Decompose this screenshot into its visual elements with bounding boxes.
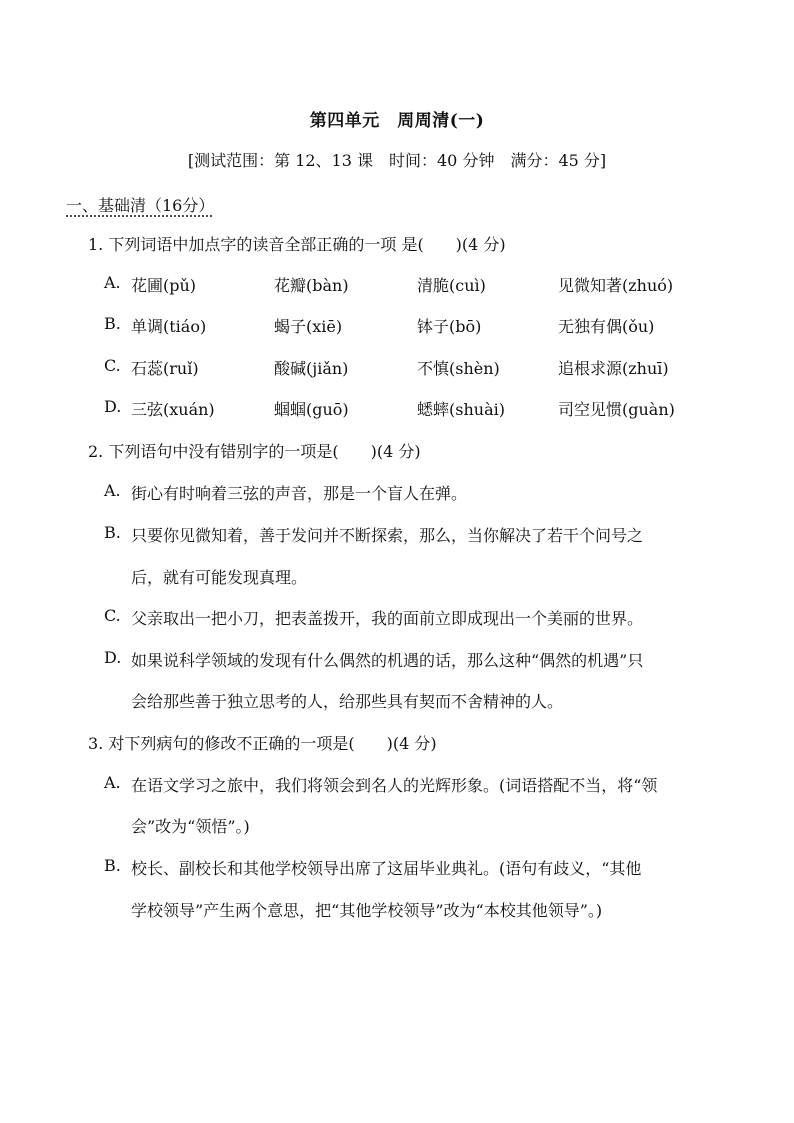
question-1-stem: 1. 下列词语中加点字的读音全部正确的一项 是( )(4 分): [88, 235, 506, 254]
q3-option-a-letter: A.: [104, 773, 121, 792]
q3-option-a-text: 在语文学习之旅中，我们将领会到名人的光辉形象。(词语搭配不当，将“领: [131, 776, 658, 795]
q2-option-a-text: 街心有时响着三弦的声音，那是一个盲人在弹。: [131, 484, 468, 503]
test-scope: [测试范围：第 12、13 课 时间：40 分钟 满分：45 分]: [187, 151, 607, 170]
q2-option-d-letter: D.: [104, 648, 122, 667]
q1-option-d-letter: D.: [104, 397, 122, 416]
q1-option-b-word: 蝎子(xiē): [274, 317, 343, 336]
q1-option-a-word: 花瓣(bàn): [274, 276, 349, 295]
page-title: 第四单元 周周清(一): [309, 111, 485, 131]
q1-option-b-word: 单调(tiáo): [131, 317, 207, 336]
q1-option-d-word: 蟋蟀(shuài): [417, 400, 505, 419]
q2-option-d-text: 如果说科学领域的发现有什么偶然的机遇的话，那么这种“偶然的机遇”只: [131, 651, 644, 670]
q1-option-c-word: 不慎(shèn): [417, 359, 500, 378]
q1-option-c-letter: C.: [104, 356, 121, 375]
q1-option-c-word: 石蕊(ruǐ): [131, 359, 199, 378]
q2-option-b-letter: B.: [104, 523, 121, 542]
q1-option-d-word: 三弦(xuán): [131, 400, 215, 419]
q2-option-b-text-cont: 后，就有可能发现真理。: [131, 568, 308, 587]
q1-option-a-word: 见微知著(zhuó): [558, 276, 674, 295]
q2-option-d-text-cont: 会给那些善于独立思考的人，给那些具有契而不舍精神的人。: [131, 692, 564, 711]
section-heading: 一、基础清（16分）: [66, 196, 215, 215]
q1-option-b-letter: B.: [104, 314, 121, 333]
q3-option-b-text-cont: 学校领导”产生两个意思，把“其他学校领导”改为“本校其他领导”。): [131, 901, 603, 920]
q3-option-b-text: 校长、副校长和其他学校领导出席了这届毕业典礼。(语句有歧义，“其他: [131, 859, 642, 878]
q1-option-b-word: 钵子(bō): [417, 317, 482, 336]
q1-option-d-word: 蝈蝈(guō): [274, 400, 349, 419]
q1-option-c-word: 追根求源(zhuī): [558, 359, 669, 378]
q3-option-b-letter: B.: [104, 856, 121, 875]
q2-option-a-letter: A.: [104, 481, 121, 500]
q1-option-a-word: 清脆(cuì): [417, 276, 486, 295]
q3-option-a-text-cont: 会”改为“领悟”。): [131, 817, 250, 836]
q1-option-d-word: 司空见惯(guàn): [558, 400, 675, 419]
q1-option-a-word: 花圃(pǔ): [131, 276, 197, 295]
q1-option-a-letter: A.: [104, 273, 121, 292]
question-2-stem: 2. 下列语句中没有错别字的一项是( )(4 分): [88, 442, 421, 461]
q2-option-b-text: 只要你见微知着，善于发问并不断探索，那么，当你解决了若干个问号之: [131, 526, 644, 545]
q1-option-b-word: 无独有偶(ǒu): [558, 317, 655, 336]
q2-option-c-text: 父亲取出一把小刀，把表盖拨开，我的面前立即成现出一个美丽的世界。: [131, 609, 644, 628]
q1-option-c-word: 酸碱(jiǎn): [274, 359, 349, 378]
question-3-stem: 3. 对下列病句的修改不正确的一项是( )(4 分): [88, 734, 437, 753]
q2-option-c-letter: C.: [104, 606, 121, 625]
